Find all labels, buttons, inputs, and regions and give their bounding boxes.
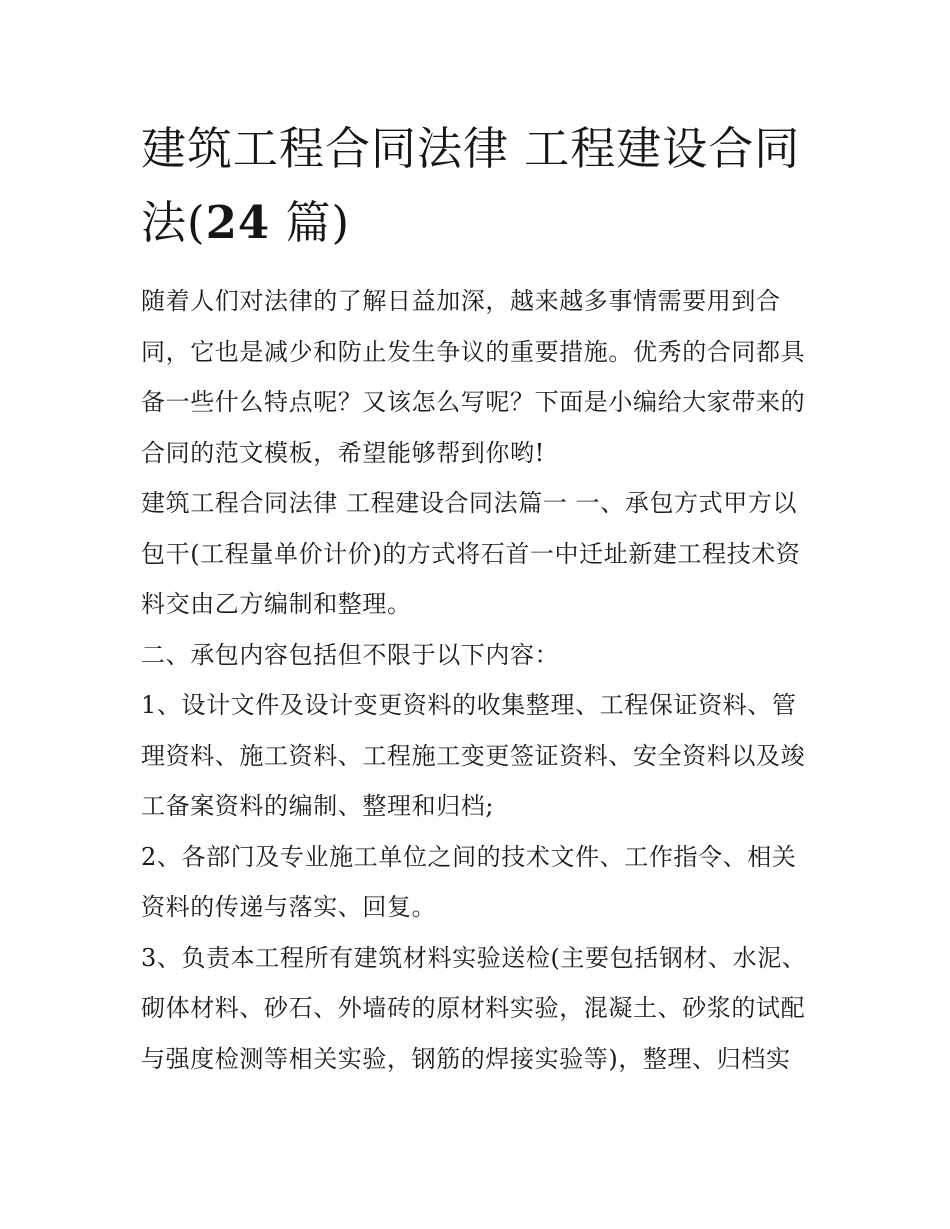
intro-paragraph: 随着人们对法律的了解日益加深，越来越多事情需要用到合同，它也是减少和防止发生争议的重要措施。优秀的合同都具备一些什么特点呢？又该怎么写呢？下面是小编给大家带来的合同的范文模板，希望能够帮到你哟! <box>141 287 806 467</box>
document-body <box>141 276 821 1084</box>
title-article-count: 24 <box>205 196 271 249</box>
section-one-paragraph: 建筑工程合同法律 工程建设合同法篇一 一、承包方式甲方以包干(工程量单价计价)的方式将石首一中迁址新建工程技术资料交由乙方编制和整理。 <box>141 489 801 618</box>
list-item-1: 1、设计文件及设计变更资料的收集整理、工程保证资料、管理资料、施工资料、工程施工变更签证资料、安全资料以及竣工备案资料的编制、整理和归档; <box>141 691 806 820</box>
document-title <box>141 112 821 260</box>
title-text-start: 建筑工程合同法律 工程建设合同法( <box>141 122 801 249</box>
section-two-heading: 二、承包内容包括但不限于以下内容： <box>141 640 560 669</box>
list-item-2: 2、各部门及专业施工单位之间的技术文件、工作指令、相关资料的传递与落实、回复。 <box>141 842 797 921</box>
list-item-3: 3、负责本工程所有建筑材料实验送检(主要包括钢材、水泥、砌体材料、砂石、外墙砖的原材料实验，混凝土、砂浆的试配与强度检测等相关实验，钢筋的焊接实验等)，整理、归档实 <box>141 943 807 1073</box>
title-text-end: 篇) <box>270 196 351 249</box>
document-content <box>141 112 821 1084</box>
